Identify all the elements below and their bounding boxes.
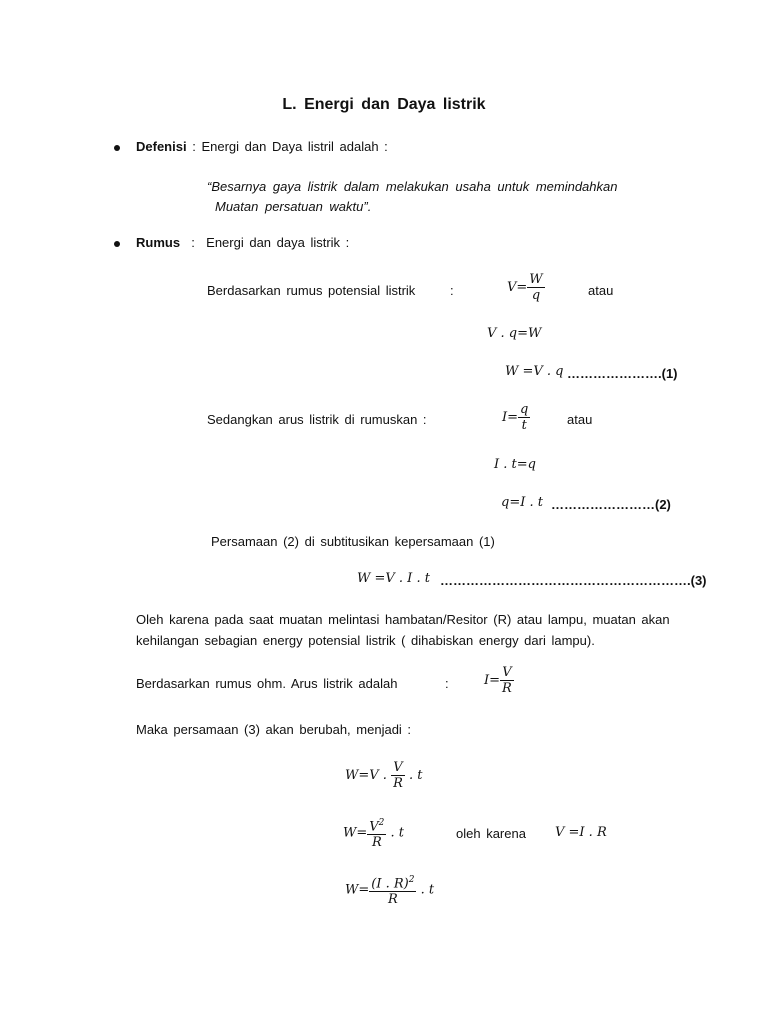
definition-quote-line2: Muatan persatuan waktu”. <box>215 199 372 214</box>
formula-w-v2-over-r-t: W= $\frac{V^2}{R}$ . t <box>343 818 405 851</box>
subst-text: Persamaan (2) di subtitusikan kepersamaan (1) <box>211 534 495 549</box>
formula-v-ir: V =I . R <box>555 825 607 840</box>
definition-quote-line1: “Besarnya gaya listrik dalam melakukan usaha untuk memindahkan <box>207 179 618 194</box>
fraction: $\frac{V}{R}$ <box>502 665 512 696</box>
maka-text: Maka persamaan (3) akan berubah, menjadi : <box>136 722 412 737</box>
formula-i-q-over-t: I= $\frac{q}{t}$ <box>502 402 529 433</box>
rumus-line <box>136 235 349 250</box>
ohm-colon: : <box>445 676 449 691</box>
defenisi-text: Energi dan Daya listril adalah : <box>201 139 388 154</box>
explanation-paragraph: Oleh karena pada saat muatan melintasi hambatan/Resitor (R) atau lampu, muatan akan kehilangan sebagian energy potensial listrik ( dihabiskan energy dari lampu). <box>136 612 670 648</box>
fraction: $\frac{W}{q}$ <box>529 272 543 303</box>
rumus-sep: : <box>191 235 195 250</box>
equation-ref-1: ………………….(1) <box>567 366 678 381</box>
defenisi-label: Defenisi <box>136 139 187 154</box>
fraction: $\frac{V}{R}$ <box>393 760 403 791</box>
potensial-text: Berdasarkan rumus potensial listrik <box>207 283 416 298</box>
rumus-label: Rumus <box>136 235 181 250</box>
fraction: $\frac{V^2}{R}$ <box>369 818 385 851</box>
atau-text: atau <box>567 412 593 427</box>
rumus-text: Energi dan daya listrik : <box>206 235 350 250</box>
formula-w-vq: W =V . q <box>505 364 564 379</box>
fraction: $\frac{q}{t}$ <box>520 402 529 433</box>
page-title: L. Energi dan Daya listrik <box>282 96 486 113</box>
ohm-text: Berdasarkan rumus ohm. Arus listrik adalah <box>136 676 398 691</box>
oleh-karena-text: oleh karena <box>456 826 526 841</box>
fraction: $\frac{(I . R)^2}{R}$ <box>371 875 415 908</box>
formula-v-w-over-q: V= $\frac{W}{q}$ <box>507 272 543 303</box>
formula-q-it: q=I . t <box>501 495 543 510</box>
bullet <box>114 241 120 247</box>
potensial-colon: : <box>450 283 454 298</box>
atau-text: atau <box>588 283 614 298</box>
formula-w-v-v-over-r-t: W=V . $\frac{V}{R}$ . t <box>345 760 423 791</box>
formula-vq-w: V . q=W <box>487 326 542 341</box>
equation-ref-3: ………………………………………………….(3) <box>440 573 707 588</box>
defenisi-sep: : <box>192 139 196 154</box>
bullet <box>114 145 120 151</box>
formula-w-ir2-over-r-t: W= $\frac{(I . R)^2}{R}$ . t <box>345 875 435 908</box>
formula-i-v-over-r: I= $\frac{V}{R}$ <box>484 665 512 696</box>
formula-it-q: I . t=q <box>494 457 536 472</box>
equation-ref-2: ……………………(2) <box>551 497 671 512</box>
arus-text: Sedangkan arus listrik di rumuskan : <box>207 412 427 427</box>
formula-w-vit: W =V . I . t <box>357 571 430 586</box>
defenisi-line <box>136 139 388 154</box>
